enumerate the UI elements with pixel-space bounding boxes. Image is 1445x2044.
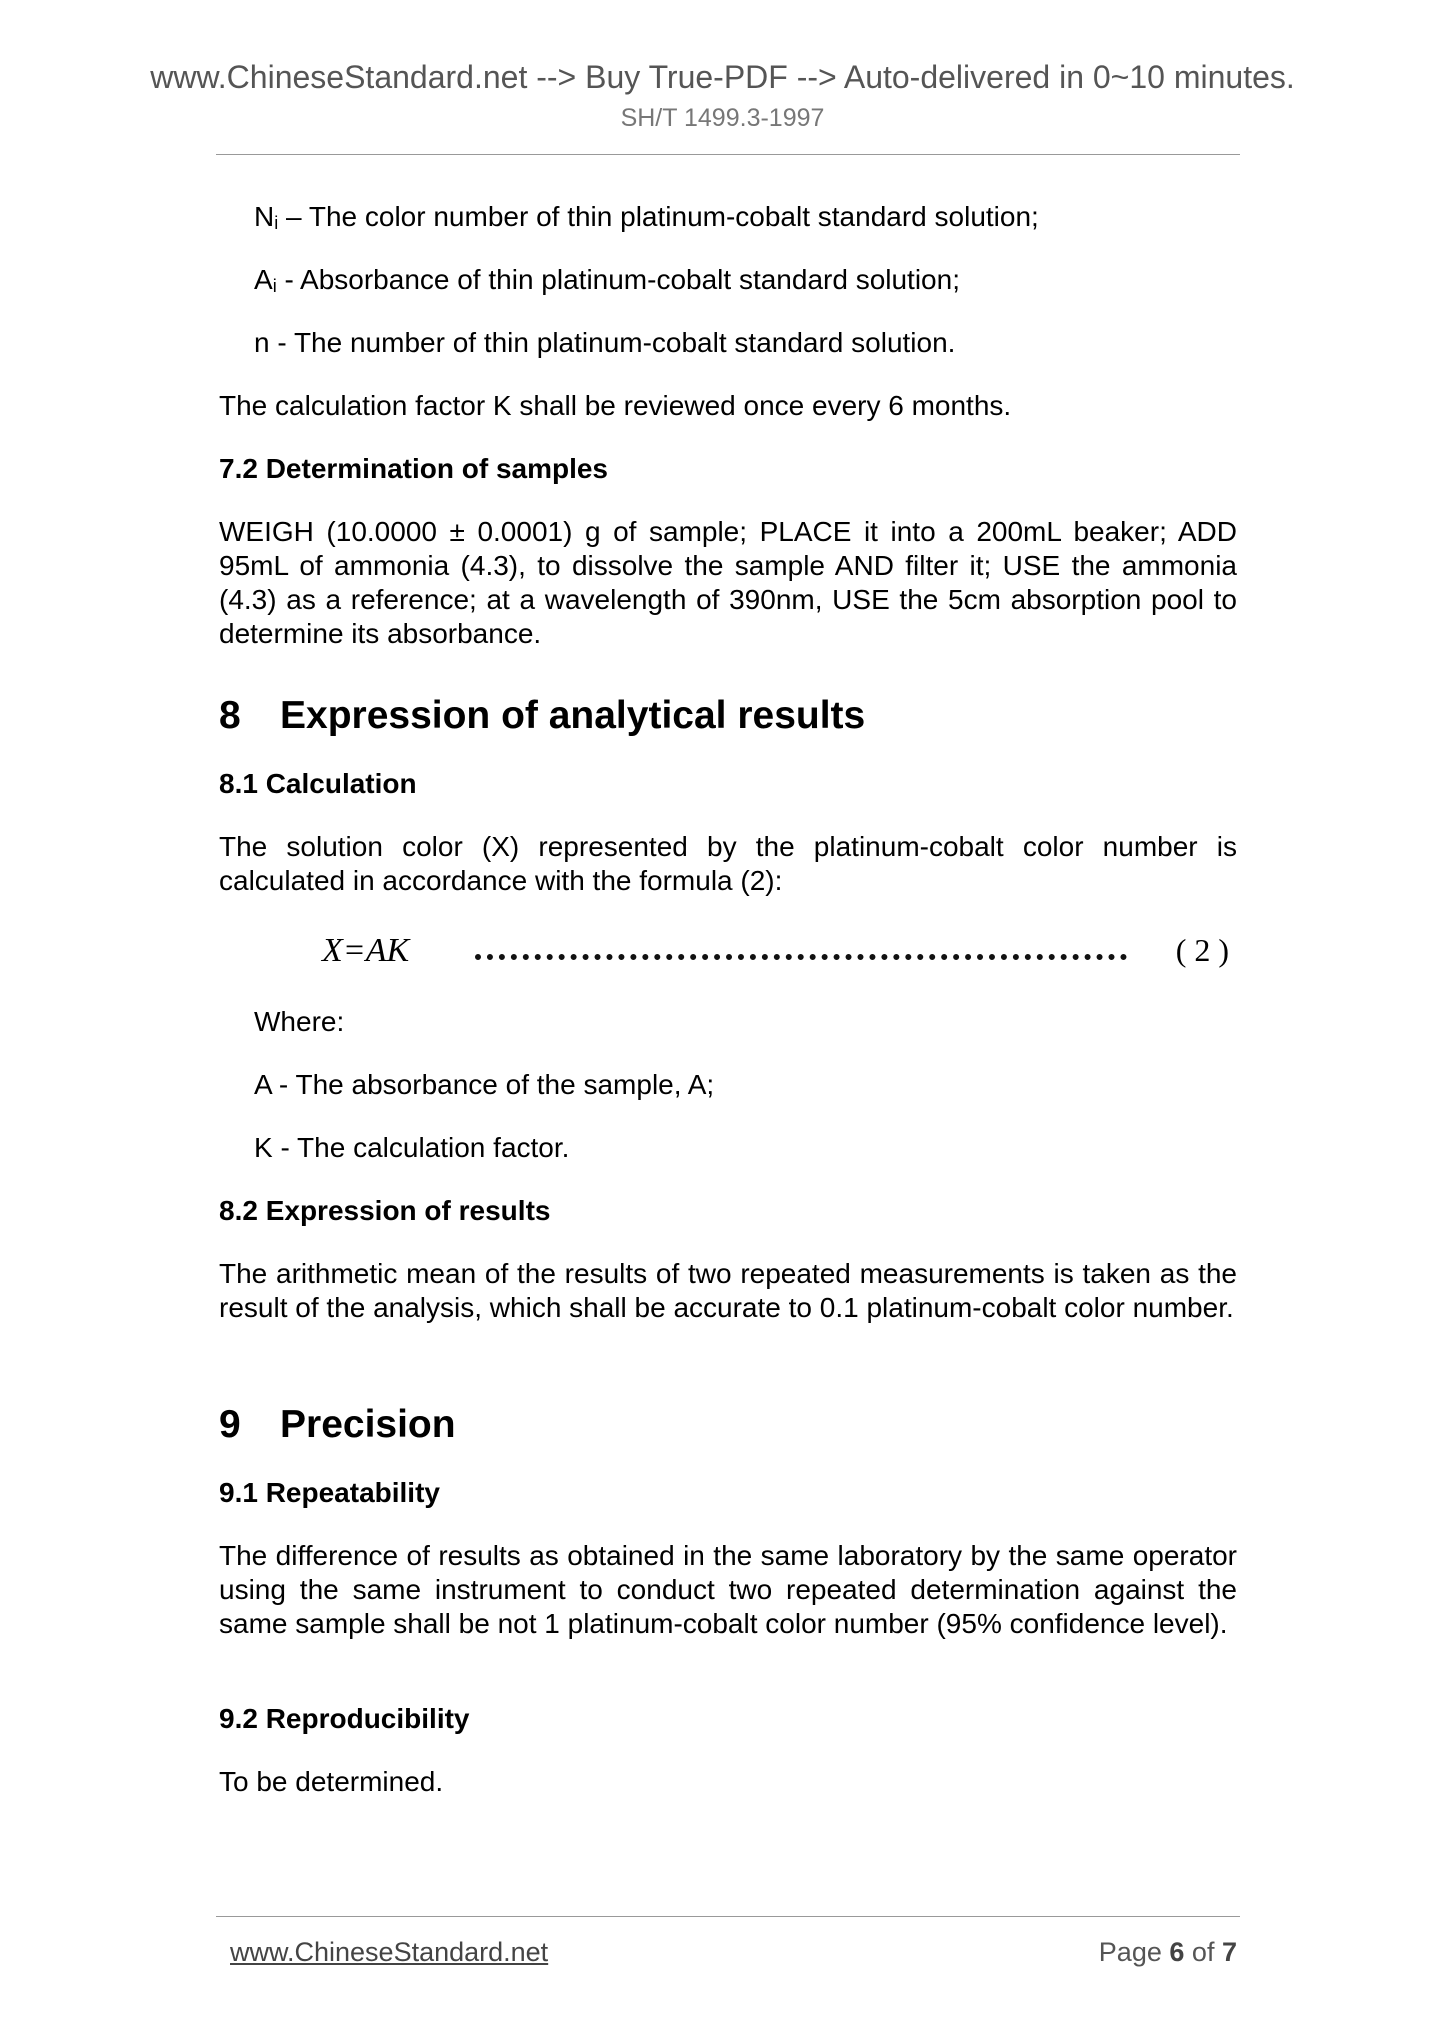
- section-8-2-heading: 8.2 Expression of results: [219, 1195, 551, 1226]
- definition-ni: Ni – The color number of thin platinum-cobalt standard solution;: [254, 201, 1039, 233]
- section-7-2-heading: 7.2 Determination of samples: [219, 453, 609, 484]
- page-number: Page 6 of 7: [1098, 1937, 1237, 1967]
- definition-ai: Ai - Absorbance of thin platinum-cobalt standard solution;: [254, 264, 960, 296]
- definition-k: K - The calculation factor.: [254, 1132, 570, 1163]
- formula-number: (2): [1175, 932, 1237, 968]
- definition-n: n - The number of thin platinum-cobalt standard solution.: [254, 327, 956, 358]
- formula-leader-dots: [475, 954, 1127, 960]
- header-banner: www.ChineseStandard.net --> Buy True-PDF --> Auto-delivered in 0~10 minutes.: [150, 59, 1295, 95]
- section-7-2-body: WEIGH (10.0000 ± 0.0001) g of sample; PLACE it into a 200mL beaker; ADD 95mL of ammonia (4.3), to dissolve the sample AND filter it; USE the ammonia (4.3) as a reference; at a wavelength of 390nm, USE the 5cm absorption pool to determine its absorbance.: [219, 516, 1237, 649]
- section-9-2-body: To be determined.: [219, 1766, 444, 1797]
- review-note: The calculation factor K shall be reviewed once every 6 months.: [219, 390, 1012, 421]
- header-divider: [216, 154, 1240, 155]
- footer-website-link[interactable]: www.ChineseStandard.net: [230, 1937, 549, 1967]
- section-8-1-heading: 8.1 Calculation: [219, 768, 417, 799]
- section-9-1-heading: 9.1 Repeatability: [219, 1477, 440, 1508]
- section-8-heading: 8 Expression of analytical results: [219, 694, 866, 737]
- formula-expression: X=AK: [322, 932, 410, 969]
- footer-divider: [216, 1916, 1240, 1917]
- section-9-1-body: The difference of results as obtained in the same laboratory by the same operator using the same instrument to conduct two repeated determination against the same sample shall be not 1 platinum-cobalt color number (95% confidence level).: [219, 1540, 1237, 1639]
- section-9-heading: 9 Precision: [219, 1403, 456, 1446]
- section-8-2-body: The arithmetic mean of the results of two repeated measurements is taken as the result of the analysis, which shall be accurate to 0.1 platinum-cobalt color number.: [219, 1258, 1237, 1323]
- definition-a: A - The absorbance of the sample, A;: [254, 1069, 715, 1100]
- where-label: Where:: [254, 1006, 345, 1037]
- section-9-2-heading: 9.2 Reproducibility: [219, 1703, 470, 1734]
- standard-code: SH/T 1499.3-1997: [620, 104, 825, 132]
- section-8-1-body: The solution color (X) represented by the platinum-cobalt color number is calculated in accordance with the formula (2):: [219, 831, 1237, 896]
- formula-2: [219, 930, 1237, 980]
